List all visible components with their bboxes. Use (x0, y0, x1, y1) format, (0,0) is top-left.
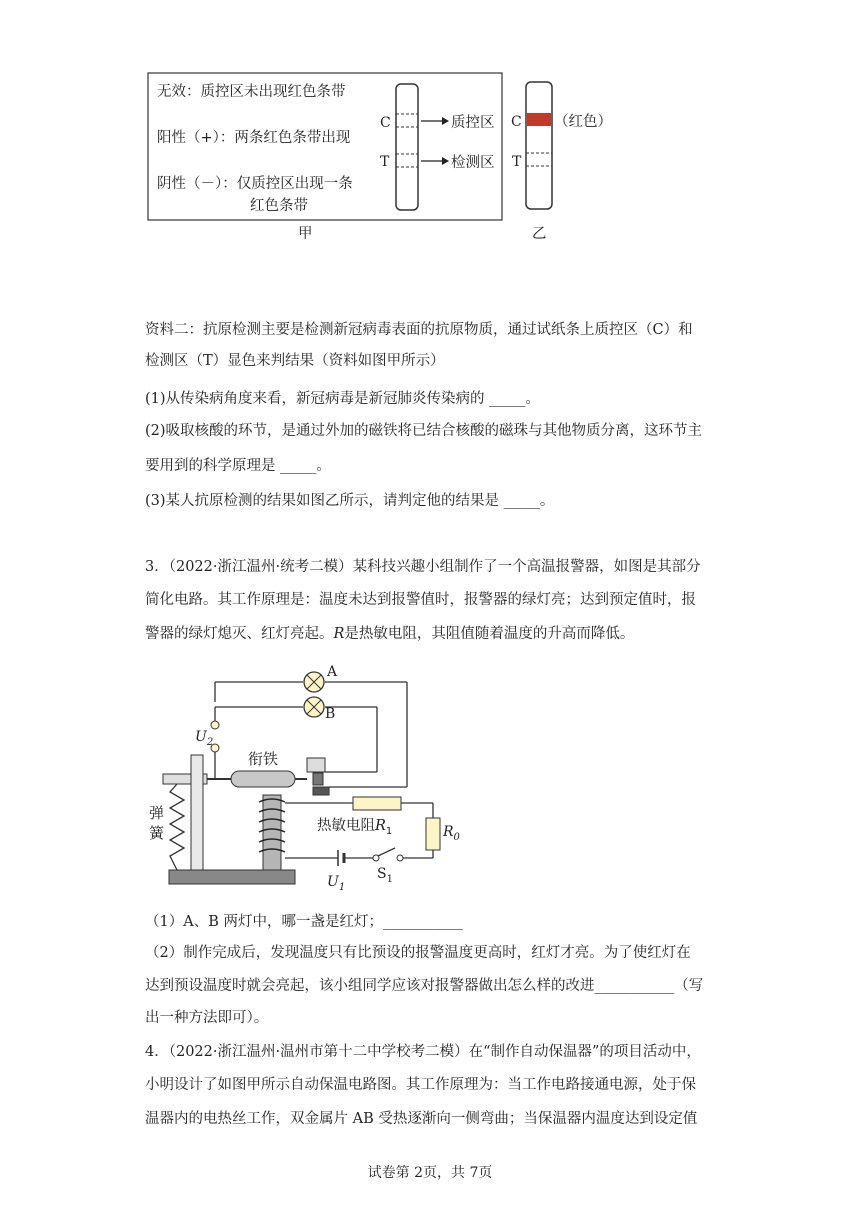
electromagnet-core (263, 795, 281, 870)
antigen-test-figure (140, 70, 620, 250)
lamp-b-icon (304, 697, 324, 717)
problem-3-line3: 警器的绿灯熄灭、红灯亮起。R是热敏电阻，其阻值随着温度的升高而降低。 (145, 626, 635, 642)
caption-yi: 乙 (532, 226, 547, 242)
lamp-a-icon (304, 672, 324, 692)
lamp-a-label: A (327, 664, 338, 680)
base (169, 870, 295, 884)
armature-label: 衔铁 (248, 750, 279, 768)
legend-negative: 阴性（－）：仅质控区出现一条 (157, 176, 353, 192)
caption-jia: 甲 (298, 226, 313, 242)
problem-3-q2-line2: 达到预设温度时就会亮起，该小组同学应该对报警器做出怎么样的改进___________（写 (145, 978, 704, 994)
material-two-line2: 检测区（T）显色来判结果（资料如图甲所示） (145, 353, 445, 369)
u2-label: $U_2$ (195, 729, 214, 748)
legend-positive: 阳性（+）：两条红色条带出现 (157, 130, 351, 146)
question-2-line2: 要用到的科学原理是 _____。 (145, 458, 331, 474)
page-footer: 试卷第 2页，共 7页 (367, 1165, 493, 1181)
problem-3-q2-line1: （2）制作完成后，发现温度只有比预设的报警温度更高时，红灯才亮。为了使红灯在 (145, 945, 691, 961)
lamp-b-label: B (325, 706, 336, 722)
resistor-symbol-r: R (333, 626, 345, 642)
s1-label: $S_1$ (377, 866, 393, 885)
problem-3-q1: （1）A、B 两灯中，哪一盏是红灯；___________ (145, 914, 463, 930)
question-2-line1: (2)吸取核酸的环节，是通过外加的磁铁将已结合核酸的磁珠与其他物质分离，这环节主 (145, 423, 703, 439)
problem-3-q2-line3: 出一种方法即可）。 (145, 1010, 269, 1026)
spring-label-1: 弹 (149, 804, 165, 822)
armature (231, 771, 295, 787)
strip2-c-label: C (511, 114, 522, 130)
strip-t-label: T (380, 154, 390, 170)
strip-c-label: C (380, 115, 391, 131)
problem-4-line2: 小明设计了如图甲所示自动保温电路图。其工作原理为：当工作电路接通电源，处于保 (145, 1077, 696, 1093)
red-label: （红色） (554, 114, 612, 130)
arrow-t-label: 检测区 (451, 155, 495, 171)
r0-label: $R_0$ (443, 824, 460, 843)
arrow-c-label: 质控区 (451, 115, 495, 131)
strip2-t-label: T (512, 154, 522, 170)
switch-s1-icon (378, 848, 395, 856)
problem-3-line2: 简化电路。其工作原理是：温度未达到报警值时，报警器的绿灯亮；达到预定值时，报 (145, 592, 696, 608)
problem-4-line1: 4．（2022·浙江温州·温州市第十二中学校考二模）在“制作自动保温器”的项目活动中， (145, 1044, 701, 1060)
question-1: (1)从传染病角度来看，新冠病毒是新冠肺炎传染病的 _____。 (145, 391, 540, 407)
resistor-r0 (426, 818, 440, 850)
problem-4-line3: 温器内的电热丝工作，双金属片 AB 受热逐渐向一侧弯曲；当保温器内温度达到设定值 (145, 1111, 698, 1127)
spring-icon (170, 784, 184, 870)
u1-label: $U_1$ (327, 874, 346, 893)
spring-label-2: 簧 (149, 824, 165, 842)
test-strip-jia (396, 84, 418, 210)
alarm-circuit-figure (149, 660, 460, 895)
material-two-line1: 资料二：抗原检测主要是检测新冠病毒表面的抗原物质，通过试纸条上质控区（C）和 (145, 322, 693, 338)
arrow-t-icon (442, 157, 449, 165)
legend-negative-cont: 红色条带 (250, 198, 308, 214)
problem-3-line1: 3．（2022·浙江温州·统考二模）某科技兴趣小组制作了一个高温报警器，如图是其部分 (145, 559, 701, 575)
test-strip-yi (526, 82, 552, 209)
red-band (527, 113, 551, 126)
thermistor-label: 热敏电阻$R_1$ (317, 818, 393, 837)
legend-invalid: 无效：质控区未出现红色条带 (157, 84, 346, 100)
thermistor-r1 (353, 797, 401, 810)
arrow-c-icon (442, 117, 449, 125)
question-3: (3)某人抗原检测的结果如图乙所示，请判定他的结果是 _____。 (145, 493, 555, 509)
